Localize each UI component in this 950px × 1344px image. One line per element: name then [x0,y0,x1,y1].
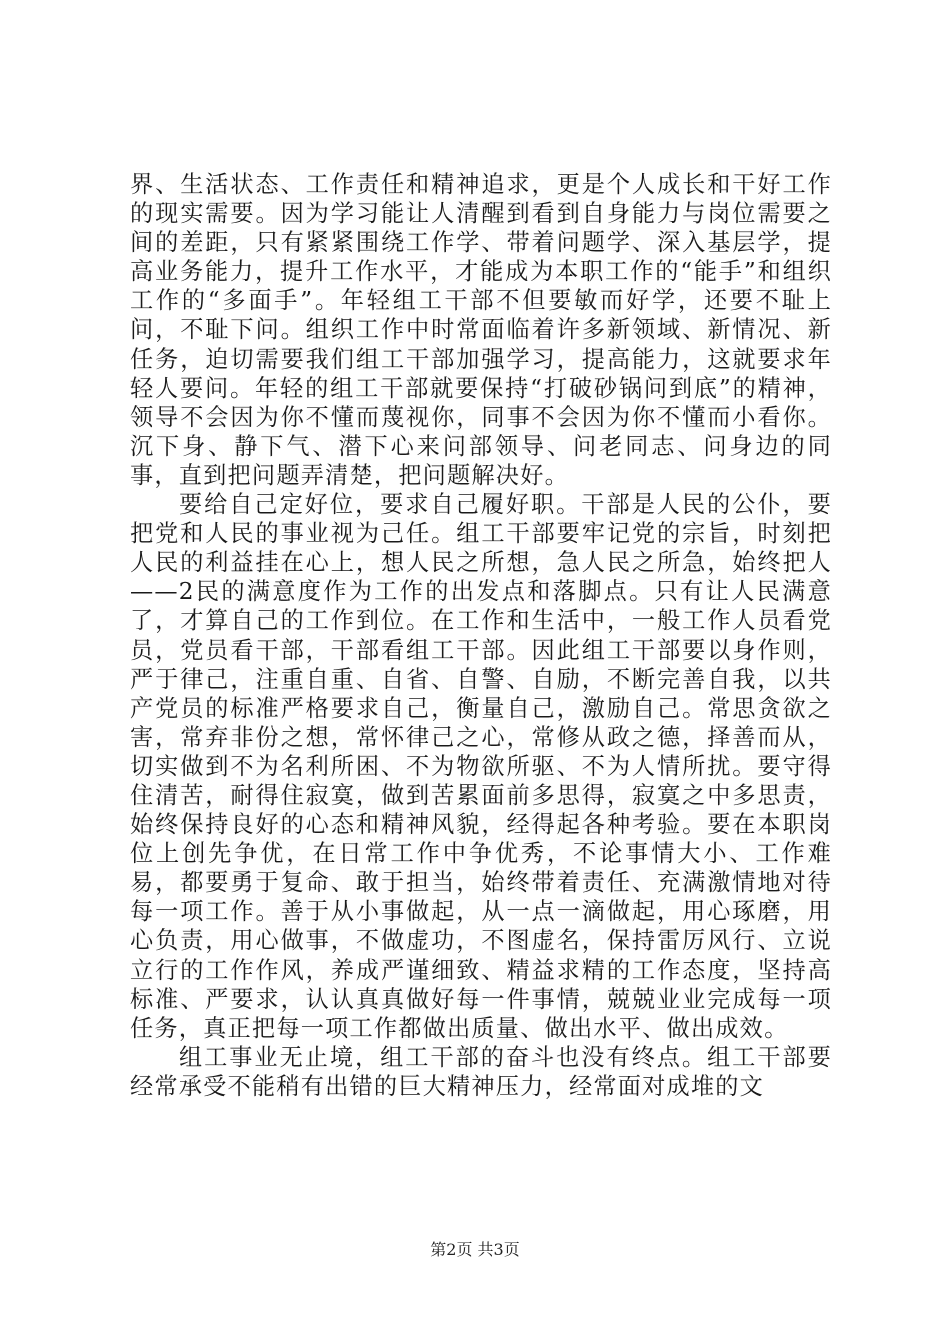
paragraph-duty: 要给自己定好位，要求自己履好职。干部是人民的公仆，要把党和人民的事业视为己任。组工干部要牢记党的宗旨，时刻把人民的利益挂在心上，想人民之所想，急人民之所急，始终把人——2民的满意度作为工作的出发点和落脚点。只有让人民满意了，才算自己的工作到位。在工作和生活中，一般工作人员看党员，党员看干部，干部看组工干部。因此组工干部要以身作则，严于律己，注重自重、自省、自警、自励，不断完善自我，以共产党员的标准严格要求自己，衡量自己，激励自己。常思贪欲之害，常弃非份之想，常怀律己之心，常修从政之德，择善而从，切实做到不为名利所困、不为物欲所驱、不为人情所扰。要守得住清苦，耐得住寂寞，做到苦累面前多思得，寂寞之中多思责，始终保持良好的心态和精神风貌，经得起各种考验。要在本职岗位上创先争优，在日常工作中争优秀，不论事情大小、工作难易，都要勇于复命、敢于担当，始终带着责任、充满激情地对待每一项工作。善于从小事做起，从一点一滴做起，用心琢磨，用心负责，用心做事，不做虚功，不图虚名，保持雷厉风行、立说立行的工作作风，养成严谨细致、精益求精的工作态度，坚持高标准、严要求，认认真真做好每一件事情，兢兢业业完成每一项任务，真正把每一项工作都做出质量、做出水平、做出成效。 [130,491,832,1042]
page-number-footer: 第2页 共3页 [430,1240,520,1259]
paragraph-endless-struggle: 组工事业无止境，组工干部的奋斗也没有终点。组工干部要经常承受不能稍有出错的巨大精神压力，经常面对成堆的文 [130,1043,832,1100]
paragraph-continued: 界、生活状态、工作责任和精神追求，更是个人成长和干好工作的现实需要。因为学习能让人清醒到看到自身能力与岗位需要之间的差距，只有紧紧围绕工作学、带着问题学、深入基层学，提高业务能力，提升工作水平，才能成为本职工作的“能手”和组织工作的“多面手”。年轻组工干部不但要敏而好学，还要不耻上问，不耻下问。组织工作中时常面临着许多新领域、新情况、新任务，迫切需要我们组工干部加强学习，提高能力，这就要求年轻人要问。年轻的组工干部就要保持“打破砂锅问到底”的精神，领导不会因为你不懂而蔑视你，同事不会因为你不懂而小看你。沉下身、静下气、潜下心来问部领导、问老同志、问身边的同事，直到把问题弄清楚，把问题解决好。 [130,171,832,489]
document-body [130,170,832,1101]
